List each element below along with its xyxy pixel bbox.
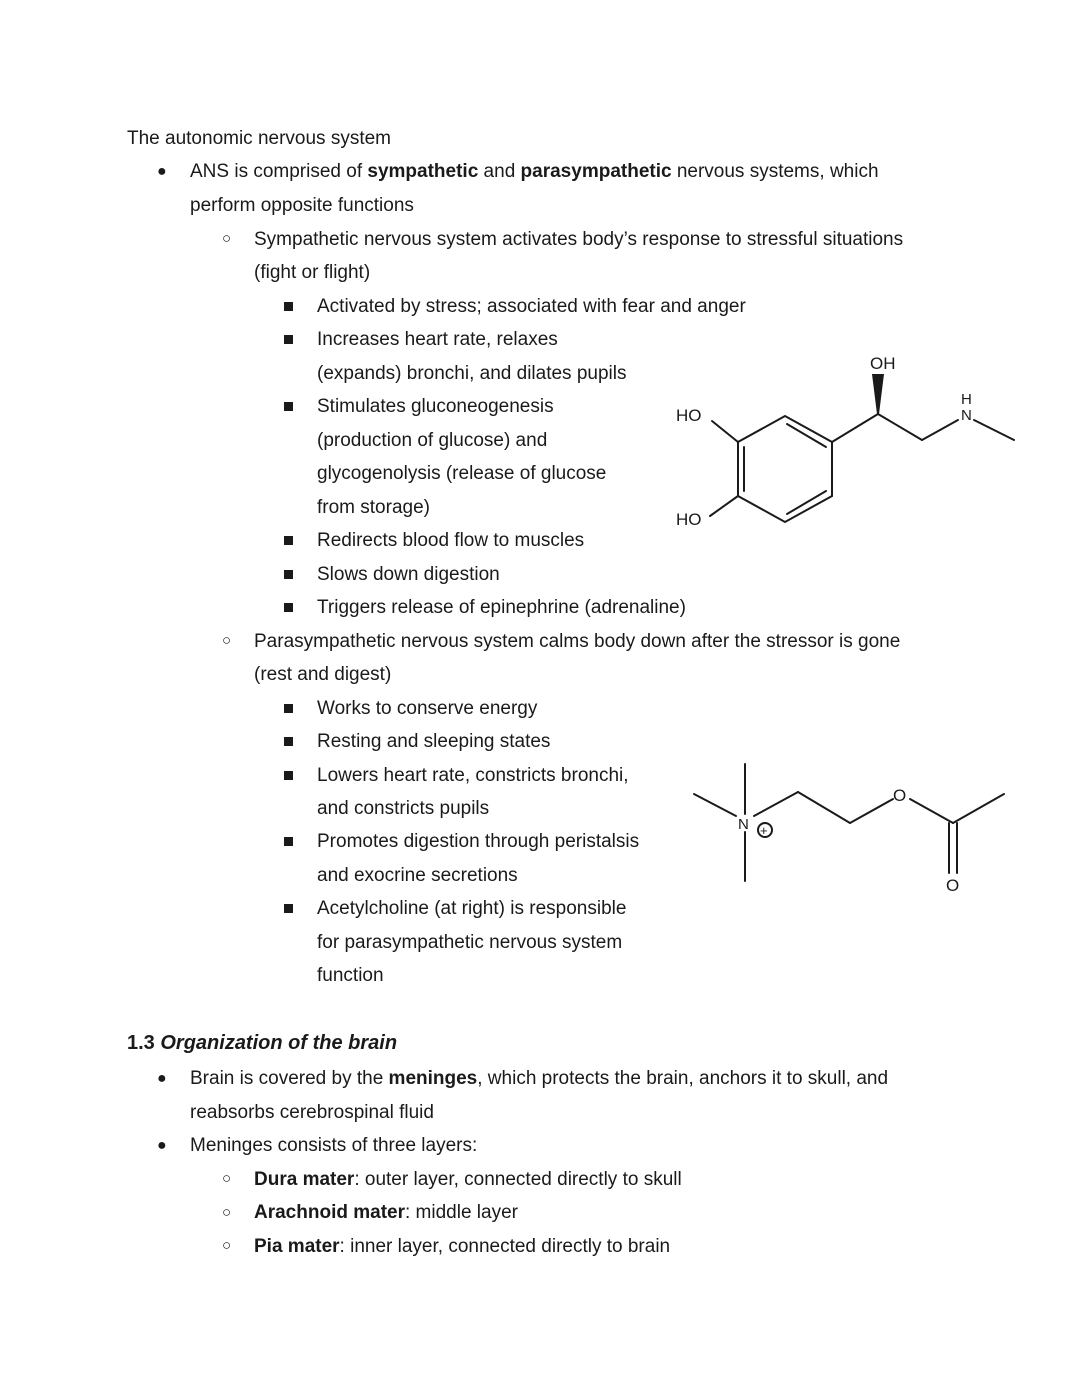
sympathetic-line2: (fight or flight) xyxy=(254,262,371,283)
ans-title: The autonomic nervous system xyxy=(127,128,392,149)
bond-line xyxy=(798,792,850,823)
bullet-square xyxy=(284,603,293,612)
sympathetic-item: Triggers release of epinephrine (adrenaline) xyxy=(317,597,686,618)
ans-point-line1: ANS is comprised of sympathetic and parasympathetic nervous systems, which xyxy=(190,161,879,182)
label-h: H xyxy=(961,391,972,408)
label-o-ester: O xyxy=(893,786,907,805)
parasympathetic-line1: Parasympathetic nervous system calms body down after the stressor is gone xyxy=(254,631,901,652)
ans-point-line2: perform opposite functions xyxy=(190,195,414,216)
label-n: N xyxy=(961,407,972,424)
parasympathetic-item-cont: function xyxy=(317,965,384,986)
bullet-circle: ○ xyxy=(222,230,232,247)
sympathetic-item: Redirects blood flow to muscles xyxy=(317,530,585,551)
double-bond-line xyxy=(787,424,826,447)
sympathetic-item: Activated by stress; associated with fear and anger xyxy=(317,296,746,317)
meninges-layer: Arachnoid mater: middle layer xyxy=(254,1202,518,1223)
bullet-square xyxy=(284,704,293,713)
charge-circle xyxy=(758,823,772,837)
sympathetic-line1: Sympathetic nervous system activates body’s response to stressful situations xyxy=(254,229,904,250)
bullet-circle: ○ xyxy=(222,1204,232,1221)
parasympathetic-line2: (rest and digest) xyxy=(254,664,392,685)
bullet-square xyxy=(284,536,293,545)
double-bond-line xyxy=(787,491,826,514)
parasympathetic-item-cont: and constricts pupils xyxy=(317,798,490,819)
bullet-dot: ● xyxy=(157,1137,167,1154)
bond-line xyxy=(754,792,798,816)
brain-point1-line2: reabsorbs cerebrospinal fluid xyxy=(190,1102,434,1123)
bond-line xyxy=(878,414,922,440)
bond-line xyxy=(832,414,878,442)
bond-line xyxy=(922,420,958,440)
bond-line xyxy=(694,794,736,816)
bullet-square xyxy=(284,302,293,311)
parasympathetic-item: Resting and sleeping states xyxy=(317,731,551,752)
sympathetic-item-cont: from storage) xyxy=(317,497,430,518)
label-plus: + xyxy=(760,823,768,838)
parasympathetic-item-cont: and exocrine secretions xyxy=(317,865,518,886)
label-ho-bottom: HO xyxy=(676,510,702,529)
sympathetic-item: Increases heart rate, relaxes xyxy=(317,329,558,350)
parasympathetic-item: Promotes digestion through peristalsis xyxy=(317,831,640,852)
bullet-square xyxy=(284,837,293,846)
parasympathetic-item: Acetylcholine (at right) is responsible xyxy=(317,898,627,919)
bullet-square xyxy=(284,904,293,913)
parasympathetic-item: Works to conserve energy xyxy=(317,698,538,719)
sympathetic-item-cont: glycogenolysis (release of glucose xyxy=(317,463,607,484)
bullet-circle: ○ xyxy=(222,1237,232,1254)
bullet-square xyxy=(284,402,293,411)
sympathetic-item: Stimulates gluconeogenesis xyxy=(317,396,554,417)
bullet-dot: ● xyxy=(157,163,167,180)
section-heading: 1.3 Organization of the brain xyxy=(127,1032,398,1054)
bullet-circle: ○ xyxy=(222,632,232,649)
bond-line xyxy=(974,420,1014,440)
parasympathetic-item: Lowers heart rate, constricts bronchi, xyxy=(317,765,629,786)
brain-point1-line1: Brain is covered by the meninges, which protects the brain, anchors it to skull, and xyxy=(190,1068,889,1089)
sympathetic-item-cont: (expands) bronchi, and dilates pupils xyxy=(317,363,627,384)
bond-line xyxy=(712,421,738,442)
bond-line xyxy=(910,799,953,823)
benzene-ring xyxy=(738,416,832,522)
bond-line xyxy=(850,799,893,823)
sympathetic-item-cont: (production of glucose) and xyxy=(317,430,548,451)
bond-line xyxy=(953,794,1004,823)
meninges-layer: Pia mater: inner layer, connected directly to brain xyxy=(254,1236,671,1257)
brain-point2: Meninges consists of three layers: xyxy=(190,1135,478,1156)
sympathetic-item: Slows down digestion xyxy=(317,564,500,585)
bullet-circle: ○ xyxy=(222,1170,232,1187)
bullet-square xyxy=(284,771,293,780)
bullet-square xyxy=(284,335,293,344)
label-n-plus: N xyxy=(738,816,749,833)
bullet-square xyxy=(284,737,293,746)
wedge-bond xyxy=(872,374,884,414)
label-ho-top: HO xyxy=(676,406,702,425)
label-o-carbonyl: O xyxy=(946,876,960,895)
bullet-dot: ● xyxy=(157,1070,167,1087)
label-oh: OH xyxy=(870,354,896,373)
parasympathetic-item-cont: for parasympathetic nervous system xyxy=(317,932,623,953)
meninges-layer: Dura mater: outer layer, connected directly to skull xyxy=(254,1169,682,1190)
bullet-square xyxy=(284,570,293,579)
bond-line xyxy=(710,496,738,516)
